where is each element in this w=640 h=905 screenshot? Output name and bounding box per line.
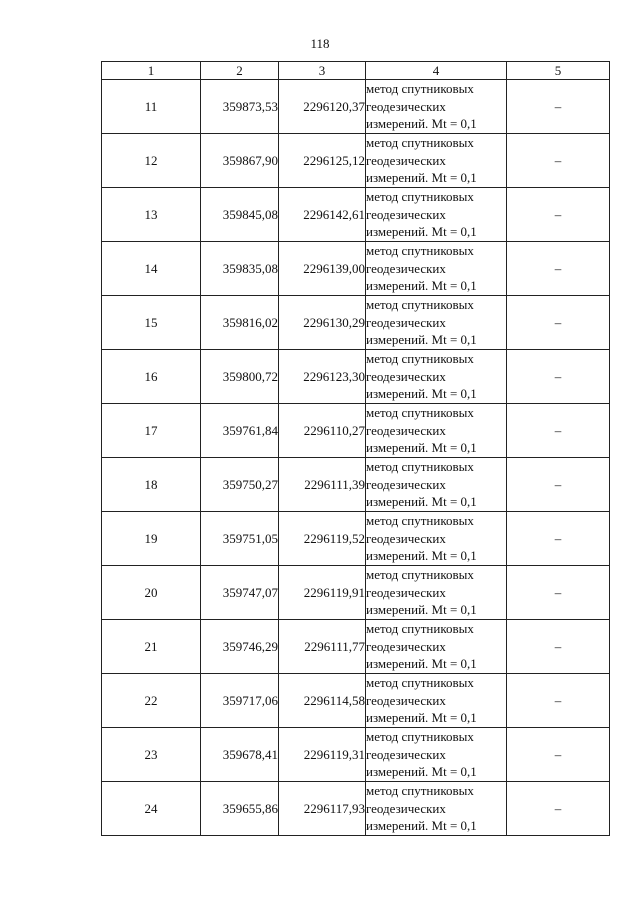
coordinate-x: 359751,05 xyxy=(201,512,279,566)
table-body xyxy=(102,80,610,836)
coordinate-y: 2296119,52 xyxy=(279,512,366,566)
note-dash: – xyxy=(507,674,610,728)
method-line: измерений. Mt = 0,1 xyxy=(366,656,477,672)
point-number: 16 xyxy=(102,350,201,404)
column-header-3: 3 xyxy=(279,62,366,80)
table-row xyxy=(102,620,610,674)
coordinate-x: 359750,27 xyxy=(201,458,279,512)
method-line: геодезических xyxy=(366,260,446,276)
coordinate-y: 2296119,91 xyxy=(279,566,366,620)
method-line: измерений. Mt = 0,1 xyxy=(366,548,477,564)
coordinate-x: 359873,53 xyxy=(201,80,279,134)
coordinate-y: 2296110,27 xyxy=(279,404,366,458)
method-line: геодезических xyxy=(366,422,446,438)
note-dash: – xyxy=(507,242,610,296)
coordinate-y: 2296125,12 xyxy=(279,134,366,188)
table-row xyxy=(102,728,610,782)
coordinate-x: 359746,29 xyxy=(201,620,279,674)
method-line: измерений. Mt = 0,1 xyxy=(366,170,477,186)
table-row xyxy=(102,674,610,728)
method-line: измерений. Mt = 0,1 xyxy=(366,494,477,510)
point-number: 11 xyxy=(102,80,201,134)
method-line: геодезических xyxy=(366,530,446,546)
point-number: 19 xyxy=(102,512,201,566)
method-line: метод спутниковых xyxy=(366,783,474,799)
note-dash: – xyxy=(507,296,610,350)
coordinate-y: 2296117,93 xyxy=(279,782,366,836)
method-line: геодезических xyxy=(366,800,446,816)
point-number: 12 xyxy=(102,134,201,188)
point-number: 18 xyxy=(102,458,201,512)
method-line: геодезических xyxy=(366,584,446,600)
method-description xyxy=(366,458,507,512)
point-number: 13 xyxy=(102,188,201,242)
table-row xyxy=(102,404,610,458)
coordinate-x: 359845,08 xyxy=(201,188,279,242)
method-description xyxy=(366,350,507,404)
method-description xyxy=(366,512,507,566)
method-line: измерений. Mt = 0,1 xyxy=(366,602,477,618)
table-row xyxy=(102,512,610,566)
coordinate-y: 2296120,37 xyxy=(279,80,366,134)
coordinate-y: 2296123,30 xyxy=(279,350,366,404)
coordinate-y: 2296119,31 xyxy=(279,728,366,782)
method-line: геодезических xyxy=(366,746,446,762)
method-line: геодезических xyxy=(366,152,446,168)
method-line: геодезических xyxy=(366,98,446,114)
coordinate-x: 359800,72 xyxy=(201,350,279,404)
point-number: 23 xyxy=(102,728,201,782)
coordinate-x: 359655,86 xyxy=(201,782,279,836)
table-row xyxy=(102,134,610,188)
method-line: метод спутниковых xyxy=(366,135,474,151)
method-line: метод спутниковых xyxy=(366,81,474,97)
method-description xyxy=(366,782,507,836)
method-line: геодезических xyxy=(366,638,446,654)
note-dash: – xyxy=(507,80,610,134)
method-line: геодезических xyxy=(366,206,446,222)
method-line: измерений. Mt = 0,1 xyxy=(366,224,477,240)
method-description xyxy=(366,188,507,242)
coordinate-x: 359678,41 xyxy=(201,728,279,782)
point-number: 24 xyxy=(102,782,201,836)
coordinate-x: 359761,84 xyxy=(201,404,279,458)
table-header-row xyxy=(102,62,610,80)
method-line: метод спутниковых xyxy=(366,729,474,745)
method-line: измерений. Mt = 0,1 xyxy=(366,116,477,132)
method-line: измерений. Mt = 0,1 xyxy=(366,764,477,780)
method-line: метод спутниковых xyxy=(366,675,474,691)
method-line: геодезических xyxy=(366,368,446,384)
method-line: геодезических xyxy=(366,476,446,492)
coordinate-y: 2296142,61 xyxy=(279,188,366,242)
point-number: 17 xyxy=(102,404,201,458)
point-number: 14 xyxy=(102,242,201,296)
method-description xyxy=(366,80,507,134)
note-dash: – xyxy=(507,188,610,242)
method-line: измерений. Mt = 0,1 xyxy=(366,278,477,294)
point-number: 21 xyxy=(102,620,201,674)
page-number: 118 xyxy=(310,36,330,51)
coordinate-y: 2296111,77 xyxy=(279,620,366,674)
point-number: 20 xyxy=(102,566,201,620)
note-dash: – xyxy=(507,350,610,404)
point-number: 22 xyxy=(102,674,201,728)
coordinates-table xyxy=(101,61,610,836)
coordinate-x: 359835,08 xyxy=(201,242,279,296)
method-line: метод спутниковых xyxy=(366,513,474,529)
method-line: метод спутниковых xyxy=(366,621,474,637)
method-line: геодезических xyxy=(366,692,446,708)
method-line: метод спутниковых xyxy=(366,567,474,583)
method-line: метод спутниковых xyxy=(366,189,474,205)
method-line: метод спутниковых xyxy=(366,351,474,367)
column-header-1: 1 xyxy=(102,62,201,80)
method-line: измерений. Mt = 0,1 xyxy=(366,710,477,726)
method-description xyxy=(366,566,507,620)
coordinate-x: 359867,90 xyxy=(201,134,279,188)
coordinate-x: 359816,02 xyxy=(201,296,279,350)
note-dash: – xyxy=(507,620,610,674)
column-header-2: 2 xyxy=(201,62,279,80)
note-dash: – xyxy=(507,404,610,458)
point-number: 15 xyxy=(102,296,201,350)
method-description xyxy=(366,134,507,188)
note-dash: – xyxy=(507,512,610,566)
note-dash: – xyxy=(507,566,610,620)
coordinate-x: 359747,07 xyxy=(201,566,279,620)
method-line: измерений. Mt = 0,1 xyxy=(366,440,477,456)
column-header-4: 4 xyxy=(366,62,507,80)
note-dash: – xyxy=(507,728,610,782)
table-row xyxy=(102,80,610,134)
coordinate-y: 2296111,39 xyxy=(279,458,366,512)
note-dash: – xyxy=(507,782,610,836)
method-line: измерений. Mt = 0,1 xyxy=(366,818,477,834)
method-line: метод спутниковых xyxy=(366,459,474,475)
note-dash: – xyxy=(507,134,610,188)
table-row xyxy=(102,188,610,242)
method-line: метод спутниковых xyxy=(366,405,474,421)
table-row xyxy=(102,458,610,512)
method-description xyxy=(366,296,507,350)
table-row xyxy=(102,296,610,350)
method-description xyxy=(366,242,507,296)
method-line: метод спутниковых xyxy=(366,297,474,313)
column-header-5: 5 xyxy=(507,62,610,80)
coordinate-y: 2296114,58 xyxy=(279,674,366,728)
method-description xyxy=(366,620,507,674)
method-description xyxy=(366,728,507,782)
table-row xyxy=(102,566,610,620)
method-description xyxy=(366,674,507,728)
coordinate-y: 2296139,00 xyxy=(279,242,366,296)
table-row xyxy=(102,350,610,404)
method-description xyxy=(366,404,507,458)
table-row xyxy=(102,242,610,296)
method-line: геодезических xyxy=(366,314,446,330)
coordinate-y: 2296130,29 xyxy=(279,296,366,350)
method-line: измерений. Mt = 0,1 xyxy=(366,332,477,348)
method-line: метод спутниковых xyxy=(366,243,474,259)
note-dash: – xyxy=(507,458,610,512)
table-row xyxy=(102,782,610,836)
coordinate-x: 359717,06 xyxy=(201,674,279,728)
method-line: измерений. Mt = 0,1 xyxy=(366,386,477,402)
